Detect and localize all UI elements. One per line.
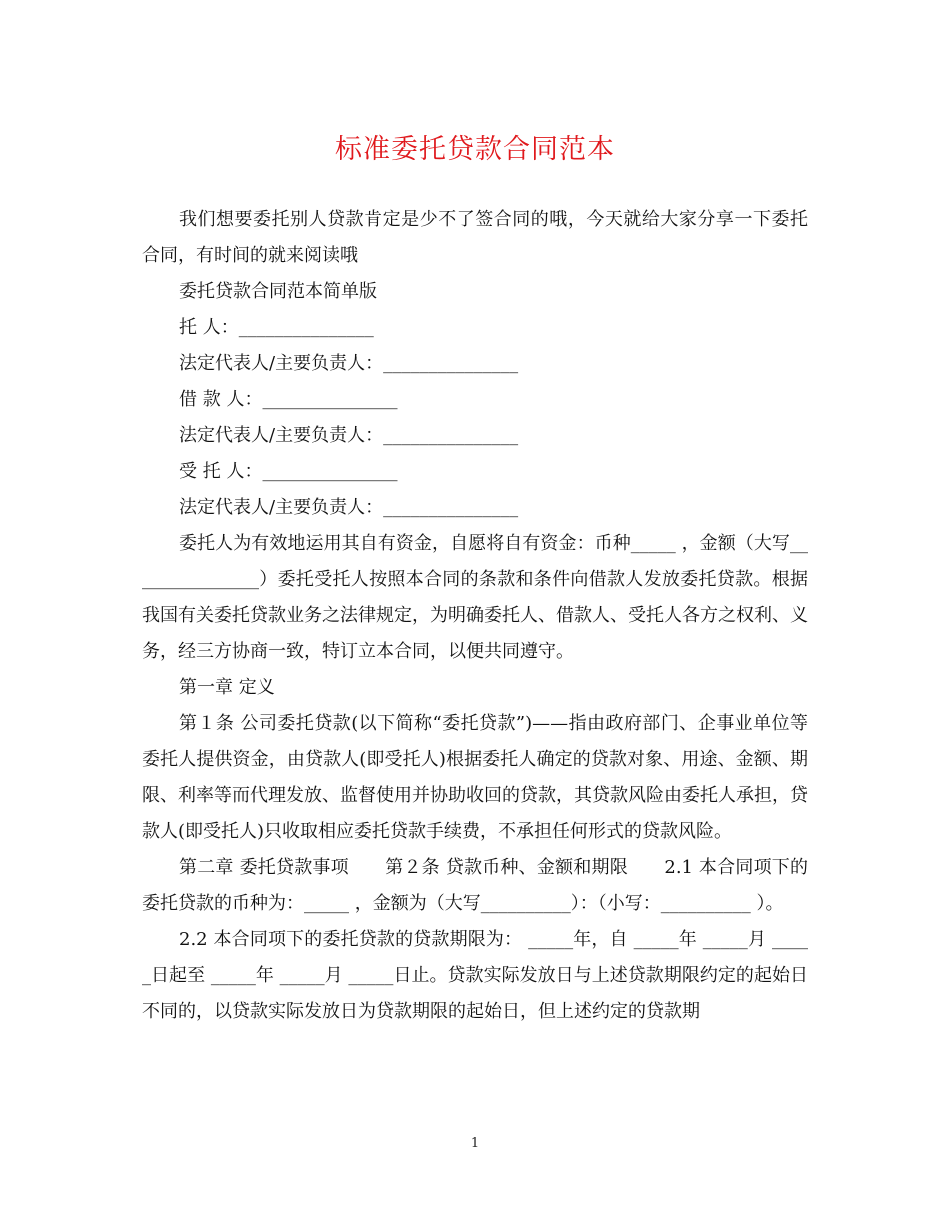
clause-2-2-paragraph: 2.2 本合同项下的委托贷款的贷款期限为： _____年，自 _____年 _____月 _____日起至 _____年 _____月 _____日止。贷款实际发放日与上述贷款期限约定的起始日不同的，以贷款实际发放日为贷款期限的起始日，但上述约定的贷款期 [142, 929, 808, 1022]
preamble-paragraph: 委托人为有效地运用其自有资金，自愿将自有资金：币种_____ ，金额（大写_______________）委托受托人按照本合同的条款和条件向借款人发放委托贷款。根据我国有关委托贷款业务之法律规定，为明确委托人、借款人、受托人各方之权利、义务，经三方协商一致，特订立本合同，以便共同遵守。 [142, 533, 808, 662]
article-1-paragraph: 第１条 公司委托贷款(以下简称“委托贷款”)——指由政府部门、企事业单位等委托人提供资金，由贷款人(即受托人)根据委托人确定的贷款对象、用途、金额、期限、利率等而代理发放、监督使用并协助收回的贷款，其贷款风险由委托人承担，贷款人(即受托人)只收取相应委托贷款手续费，不承担任何形式的贷款风险。 [142, 713, 808, 842]
field-entrusting-party: 托 人：_______________ [179, 317, 374, 338]
chapter-1-heading: 第一章 定义 [179, 677, 275, 698]
document-title: 标准委托贷款合同范本 [335, 134, 615, 165]
section-heading-simple-version: 委托贷款合同范本简单版 [179, 281, 377, 302]
field-borrower: 借 款 人：_______________ [179, 389, 398, 410]
chapter-2-paragraph: 第二章 委托贷款事项 第２条 贷款币种、金额和期限 2.1 本合同项下的委托贷款的币种为：_____ ，金额为（大写__________）：（小写：__________ ）。 [142, 857, 808, 914]
page-number: 1 [470, 1136, 480, 1151]
field-trustee: 受 托 人：_______________ [179, 461, 398, 482]
intro-paragraph: 我们想要委托别人贷款肯定是少不了签合同的哦，今天就给大家分享一下委托合同，有时间的就来阅读哦 [142, 209, 808, 266]
document-body [142, 202, 808, 1030]
field-legal-rep-2: 法定代表人/主要负责人：_______________ [179, 425, 519, 446]
field-legal-rep-1: 法定代表人/主要负责人：_______________ [179, 353, 519, 374]
field-legal-rep-3: 法定代表人/主要负责人：_______________ [179, 497, 519, 518]
